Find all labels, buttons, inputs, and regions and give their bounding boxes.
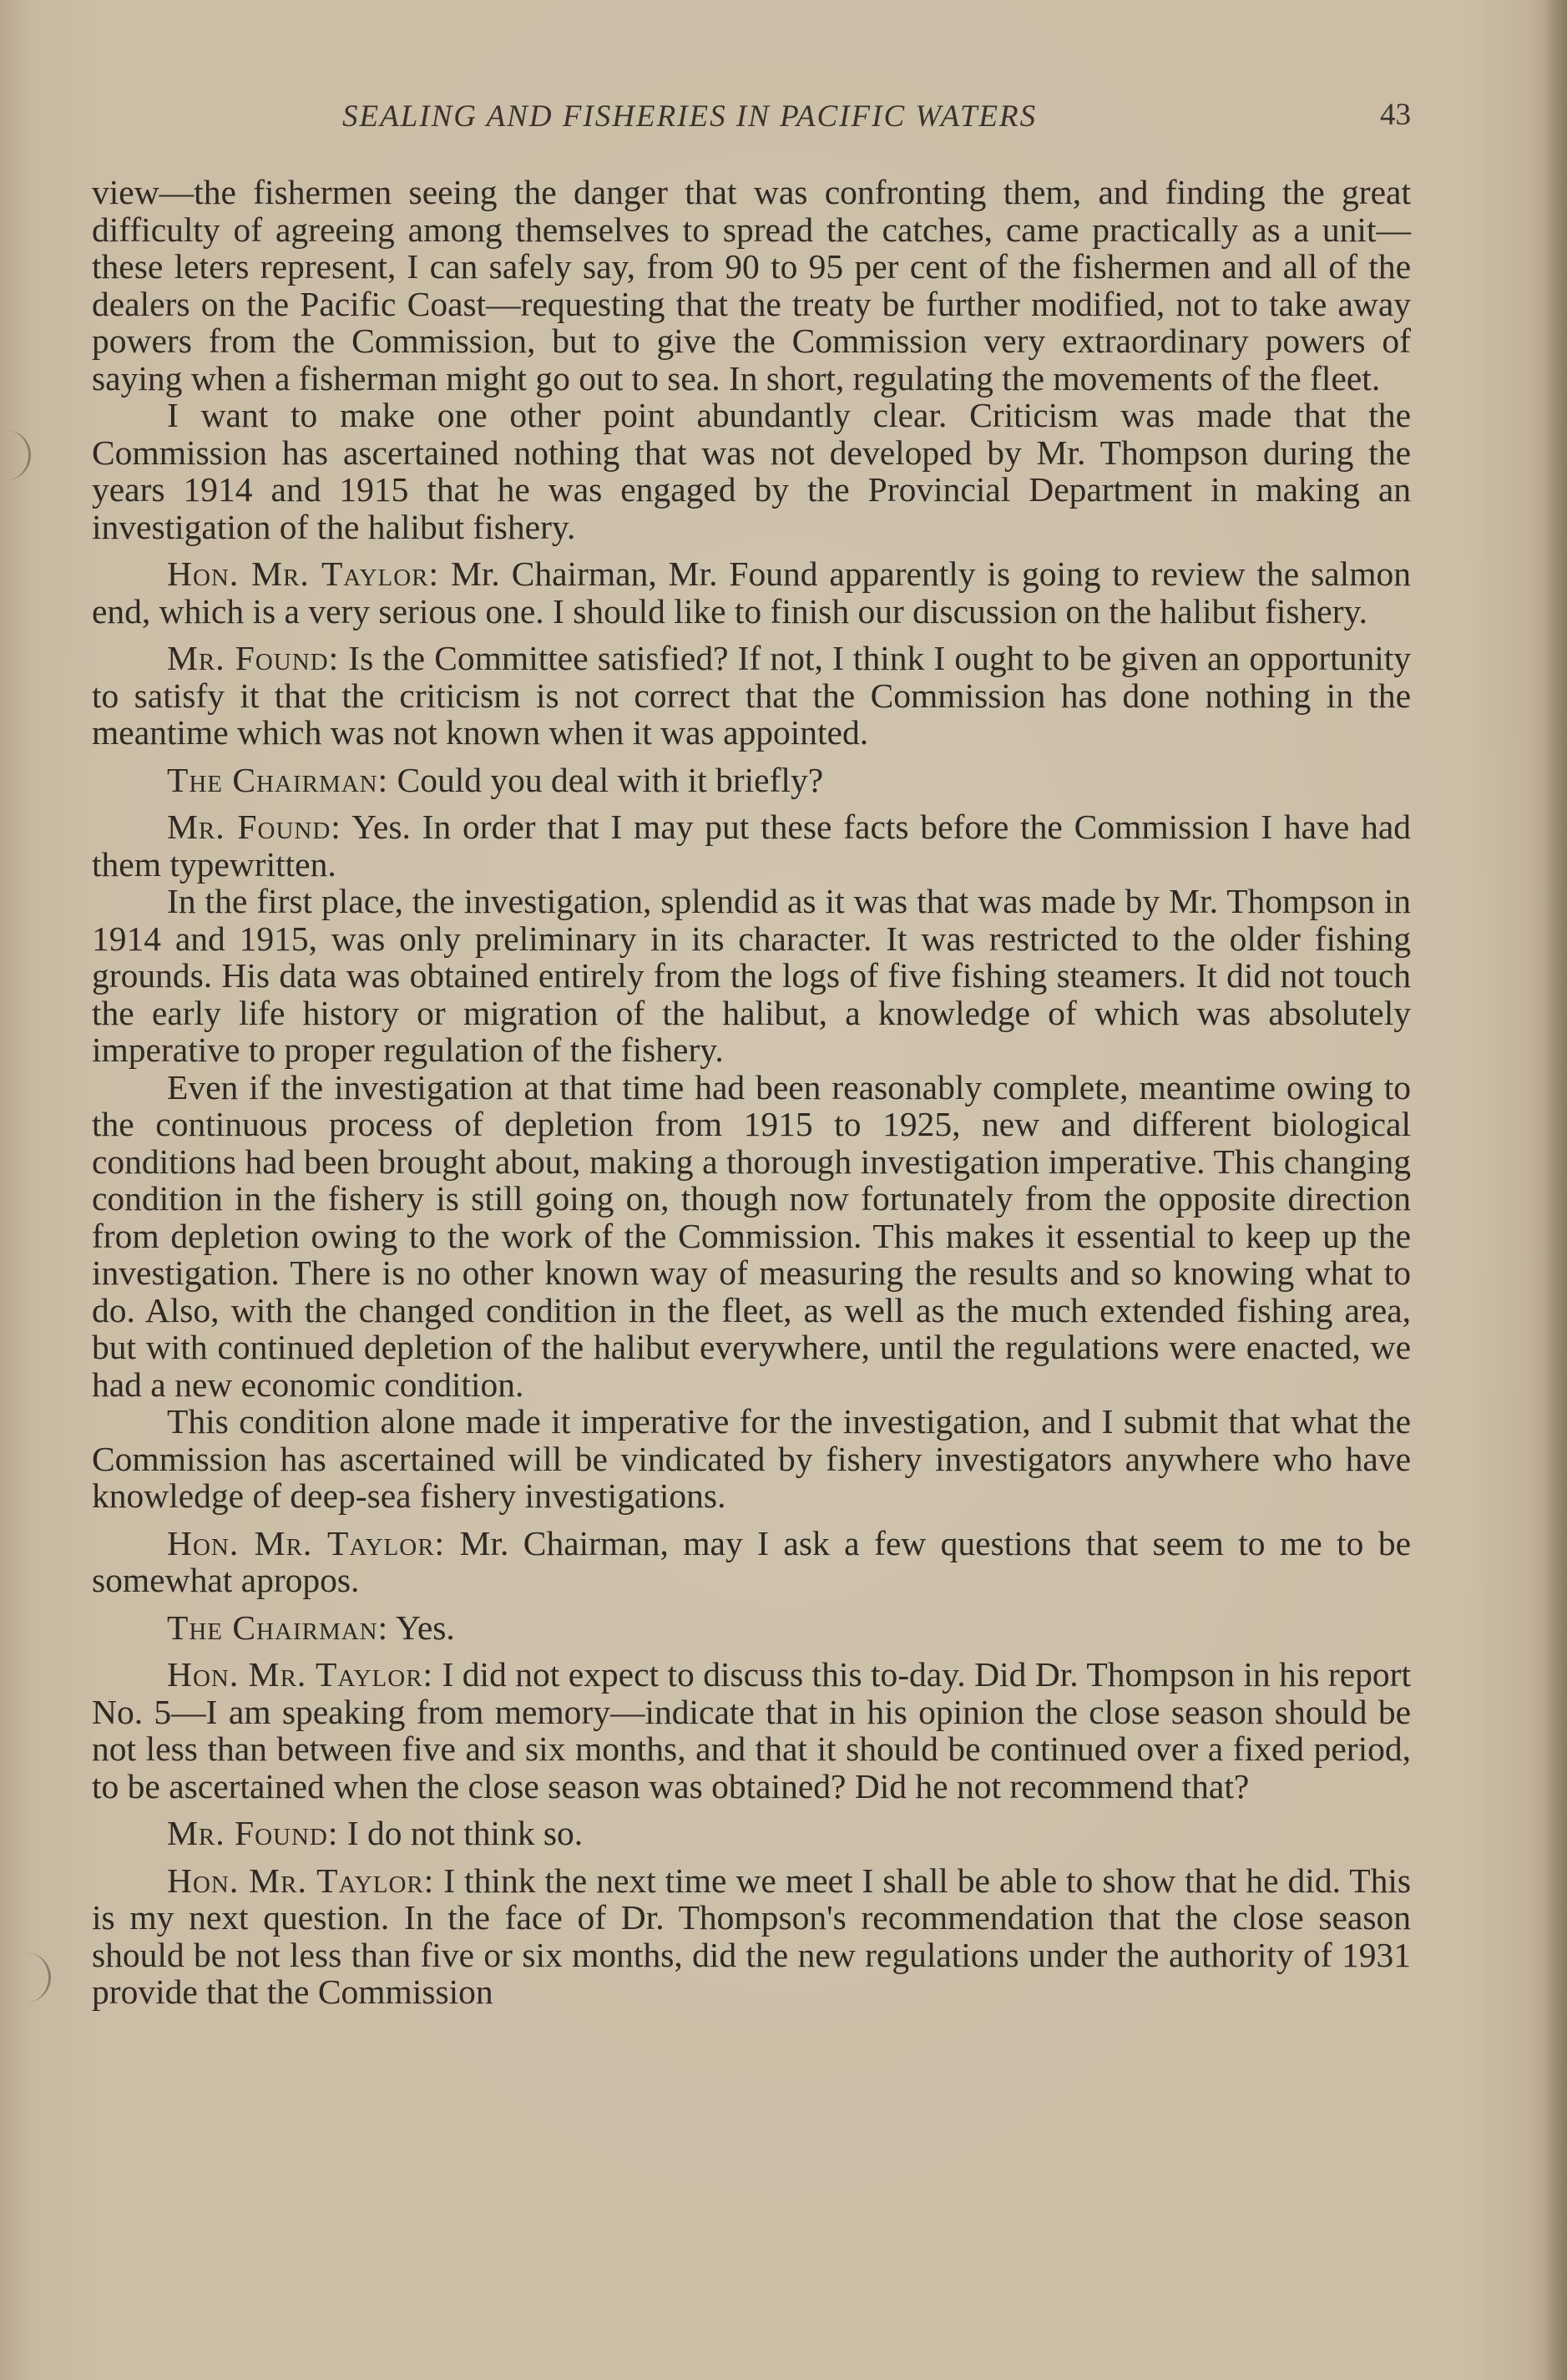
paragraph — [92, 1525, 1411, 1599]
speaker-label: Hon. Mr. Taylor: — [167, 1861, 435, 1900]
page-header — [92, 99, 1411, 149]
paragraph — [92, 883, 1411, 1069]
paragraph-text: Is the Committee satisfied? If not, I think I ought to be given an opportunity to satisfy it that the criticism is not correct that the Commission has done nothing in the meantime which was not known when it was appointed. — [92, 639, 1412, 752]
paragraph — [92, 808, 1411, 883]
speaker-label: Mr. Found: — [167, 1814, 339, 1852]
paragraph — [92, 1609, 1411, 1647]
margin-mark — [5, 430, 31, 480]
paragraph — [92, 555, 1411, 630]
paragraph-text: Mr. Chairman, may I ask a few questions that seem to me to be somewhat apropos. — [92, 1523, 1412, 1599]
speaker-label: Mr. Found: — [167, 808, 341, 846]
paragraph — [92, 640, 1411, 752]
paragraph-text: view—the fishermen seeing the danger that was confronting them, and finding the great difficulty of agreeing among themselves to spread the catches, came practically as a unit—these leters represent, I can safely say, from 90 to 95 per cent of the fishermen and all of the dealers on the Pacific Coast—requesting that the treaty be further modified, not to take away powers from the Commission, but to give the Commission very extraordinary powers of saying when a fisherman might go out to sea. In short, regulating the movements of the fleet. — [92, 173, 1411, 398]
body-text — [92, 174, 1411, 2011]
page-number: 43 — [1380, 98, 1411, 132]
paragraph — [92, 174, 1411, 397]
paragraph-text: Even if the investigation at that time had been reasonably complete, meantime owing to the continuous process of depletion from 1915 to 1925, new and different biological conditions had been brought about, making a thorough investigation imperative. This changing condition in the fishery is still going on, though now fortunately from the opposite direction from depletion owing to the work of the Commission. This makes it essential to keep up the investigation. There is no other known way of measuring the results and so knowing what to do. Also, with the changed condition in the fleet, as well as the much extended fishing area, but with continued depletion of the halibut everywhere, until the regulations were enacted, we had a new economic condition. — [92, 1067, 1411, 1404]
paragraph — [92, 1656, 1411, 1805]
speaker-label: The Chairman: — [167, 760, 389, 799]
paragraph-text: I do not think so. — [346, 1814, 584, 1852]
page-binding-edge — [1544, 0, 1567, 2380]
paragraph — [92, 1815, 1411, 1852]
paragraph — [92, 1069, 1411, 1404]
speaker-label: The Chairman: — [167, 1608, 389, 1647]
speaker-label: Hon. Mr. Taylor: — [167, 1655, 434, 1694]
paragraph-text: Mr. Chairman, Mr. Found apparently is going to review the salmon end, which is a very serious one. I should like to finish our discussion on the halibut fishery. — [92, 554, 1411, 630]
paragraph-text: In the first place, the investigation, splendid as it was that was made by Mr. Thompson in 1914 and 1915, was only preliminary in its character. It was restricted to the older fishing grounds. His data was obtained entirely from the logs of five fishing steamers. It did not touch the early life history or migration of the halibut, a knowledge of which was absolutely imperative to proper regulation of the fishery. — [92, 882, 1411, 1069]
speaker-label: Mr. Found: — [167, 639, 340, 677]
paragraph-text: I did not expect to discuss this to-day. Did Dr. Thompson in his report No. 5—I am speaking from memory—indicate that in his opinion the close season should be not less than between five and six months, and that it should be continued over a fixed period, to be ascertained when the close season was obtained? Did he not recommend that? — [92, 1655, 1412, 1805]
paragraph-text: Yes. — [396, 1608, 455, 1647]
paragraph — [92, 762, 1411, 799]
paragraph-text: I think the next time we meet I shall be able to show that he did. This is my next question. In the face of Dr. Thompson's recommendation that the close season should be not less than five or six months, did the new regulations under the authority of 1931 provide that the Commission — [92, 1861, 1412, 2011]
paragraph-text: This condition alone made it imperative for the investigation, and I submit that what the Commission has ascertained will be vindicated by fishery investigators anywhere who have knowledge of deep-sea fishery investigations. — [92, 1402, 1411, 1515]
paragraph — [92, 397, 1411, 545]
paragraph-text: I want to make one other point abundantly clear. Criticism was made that the Commission has ascertained nothing that was not developed by Mr. Thompson during the years 1914 and 1915 that he was engaged by the Provincial Department in making an investigation of the halibut fishery. — [92, 396, 1411, 546]
paragraph — [92, 1862, 1411, 2011]
paragraph-text: Could you deal with it briefly? — [397, 760, 824, 799]
speaker-label: Hon. Mr. Taylor: — [167, 554, 440, 593]
margin-mark — [25, 1952, 51, 2003]
speaker-label: Hon. Mr. Taylor: — [167, 1523, 446, 1562]
running-head: SEALING AND FISHERIES IN PACIFIC WATERS — [342, 99, 1038, 134]
paragraph — [92, 1403, 1411, 1515]
paragraph-text: Yes. In order that I may put these facts before the Commission I have had them typewritten. — [92, 808, 1411, 884]
